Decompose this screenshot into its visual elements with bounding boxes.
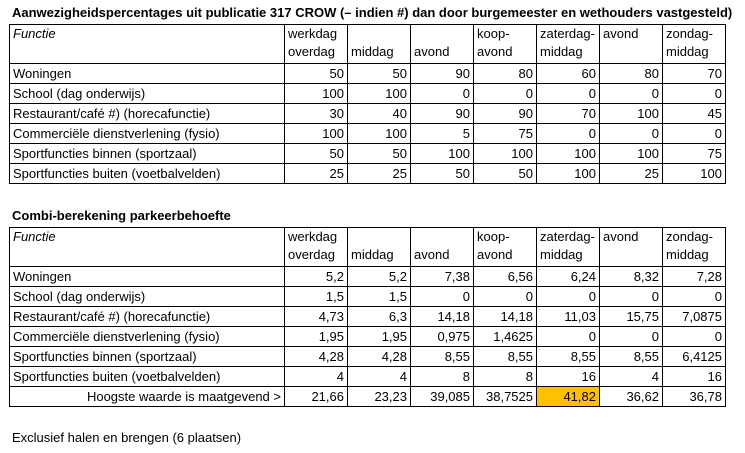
table-cell: 6,3 — [348, 307, 411, 327]
parking-demand-table — [9, 227, 726, 407]
table-cell: 1,95 — [348, 327, 411, 347]
table-cell: 8,55 — [411, 347, 474, 367]
table-cell: 0 — [600, 84, 663, 104]
summary-cell: 36,62 — [600, 387, 663, 407]
table-cell: 100 — [537, 144, 600, 164]
table-cell: 80 — [600, 64, 663, 84]
table-header-row — [10, 228, 726, 267]
table-cell: 0 — [474, 287, 537, 307]
table-cell: 7,0875 — [663, 307, 726, 327]
attendance-percentage-table — [9, 24, 726, 184]
table-cell: 4,73 — [285, 307, 348, 327]
table-cell: 50 — [348, 64, 411, 84]
table-cell: 6,56 — [474, 267, 537, 287]
header-cell: werkdag overdag — [285, 25, 348, 64]
summary-cell: 39,085 — [411, 387, 474, 407]
table-cell: 90 — [411, 104, 474, 124]
table-cell: 60 — [537, 64, 600, 84]
table-row — [10, 287, 726, 307]
table-cell: 100 — [663, 164, 726, 184]
table-row — [10, 84, 726, 104]
table-row — [10, 124, 726, 144]
table-cell: 5 — [411, 124, 474, 144]
table-cell: 70 — [663, 64, 726, 84]
table-cell: 8,32 — [600, 267, 663, 287]
table-row — [10, 327, 726, 347]
table-cell: 4 — [348, 367, 411, 387]
table-cell: 0 — [537, 84, 600, 104]
row-label: Sportfuncties buiten (voetbalvelden) — [10, 164, 285, 184]
table-cell: 100 — [537, 164, 600, 184]
table-cell: 0 — [474, 84, 537, 104]
table-cell: 4 — [600, 367, 663, 387]
table-cell: 45 — [663, 104, 726, 124]
table-cell: 8 — [411, 367, 474, 387]
header-cell: avond — [600, 25, 663, 64]
table-row — [10, 64, 726, 84]
table-row — [10, 267, 726, 287]
table-cell: 50 — [348, 144, 411, 164]
row-label: Sportfuncties binnen (sportzaal) — [10, 144, 285, 164]
header-cell: avond — [600, 228, 663, 267]
table-cell: 50 — [285, 144, 348, 164]
table-header-row — [10, 25, 726, 64]
table-cell: 14,18 — [411, 307, 474, 327]
footnote: Exclusief halen en brengen (6 plaatsen) — [12, 430, 242, 445]
table-row — [10, 144, 726, 164]
table-cell: 4,28 — [348, 347, 411, 367]
table-cell: 7,28 — [663, 267, 726, 287]
table-cell: 100 — [600, 144, 663, 164]
table-cell: 16 — [663, 367, 726, 387]
table-cell: 80 — [474, 64, 537, 84]
table-cell: 8,55 — [537, 347, 600, 367]
header-functie: Functie — [10, 228, 285, 267]
table-cell: 8 — [474, 367, 537, 387]
table-row — [10, 347, 726, 367]
table-cell: 25 — [348, 164, 411, 184]
table-cell: 0 — [663, 84, 726, 104]
summary-cell: 36,78 — [663, 387, 726, 407]
table-cell: 0 — [537, 124, 600, 144]
table-cell: 8,55 — [474, 347, 537, 367]
header-functie: Functie — [10, 25, 285, 64]
table-cell: 75 — [474, 124, 537, 144]
summary-row — [10, 387, 726, 407]
table-cell: 1,5 — [348, 287, 411, 307]
table-row — [10, 164, 726, 184]
table-cell: 0 — [411, 84, 474, 104]
table-cell: 50 — [411, 164, 474, 184]
table-cell: 100 — [348, 124, 411, 144]
summary-cell: 21,66 — [285, 387, 348, 407]
table-cell: 6,24 — [537, 267, 600, 287]
table-cell: 6,4125 — [663, 347, 726, 367]
table-cell: 100 — [348, 84, 411, 104]
table-cell: 0 — [663, 287, 726, 307]
table-cell: 0 — [663, 327, 726, 347]
table-cell: 0 — [600, 327, 663, 347]
row-label: School (dag onderwijs) — [10, 84, 285, 104]
table-cell: 4,28 — [285, 347, 348, 367]
header-cell: zaterdag- middag — [537, 25, 600, 64]
header-cell: zondag- middag — [663, 228, 726, 267]
row-label: School (dag onderwijs) — [10, 287, 285, 307]
header-cell: werkdag overdag — [285, 228, 348, 267]
header-cell: zaterdag- middag — [537, 228, 600, 267]
table-cell: 50 — [285, 64, 348, 84]
header-cell: middag — [348, 25, 411, 64]
table-cell: 100 — [474, 144, 537, 164]
table-cell: 100 — [285, 124, 348, 144]
table-row — [10, 367, 726, 387]
table-cell: 0 — [600, 287, 663, 307]
table-cell: 70 — [537, 104, 600, 124]
table1-title: Aanwezigheidspercentages uit publicatie 317 CROW (– indien #) dan door burgemeester en wethouders vastgesteld) — [12, 5, 733, 20]
row-label: Sportfuncties binnen (sportzaal) — [10, 347, 285, 367]
table-row — [10, 104, 726, 124]
table2-title: Combi-berekening parkeerbehoefte — [12, 208, 231, 223]
table-cell: 7,38 — [411, 267, 474, 287]
table-cell: 8,55 — [600, 347, 663, 367]
table-cell: 1,95 — [285, 327, 348, 347]
header-cell: avond — [411, 228, 474, 267]
table-cell: 40 — [348, 104, 411, 124]
table-cell: 0 — [537, 327, 600, 347]
table-cell: 15,75 — [600, 307, 663, 327]
table-cell: 5,2 — [285, 267, 348, 287]
header-cell: avond — [411, 25, 474, 64]
table-cell: 16 — [537, 367, 600, 387]
table-cell: 4 — [285, 367, 348, 387]
table-cell: 0 — [537, 287, 600, 307]
table-cell: 14,18 — [474, 307, 537, 327]
table-cell: 1,4625 — [474, 327, 537, 347]
table-cell: 30 — [285, 104, 348, 124]
summary-cell-highlighted: 41,82 — [537, 387, 600, 407]
table-cell: 0 — [663, 124, 726, 144]
table-cell: 0,975 — [411, 327, 474, 347]
header-cell: koop- avond — [474, 228, 537, 267]
table-cell: 0 — [600, 124, 663, 144]
table-cell: 5,2 — [348, 267, 411, 287]
row-label: Restaurant/café #) (horecafunctie) — [10, 104, 285, 124]
table-cell: 100 — [285, 84, 348, 104]
header-cell: zondag- middag — [663, 25, 726, 64]
table-cell: 100 — [411, 144, 474, 164]
row-label: Sportfuncties buiten (voetbalvelden) — [10, 367, 285, 387]
table-cell: 25 — [600, 164, 663, 184]
table-cell: 0 — [411, 287, 474, 307]
table-cell: 90 — [474, 104, 537, 124]
table-cell: 1,5 — [285, 287, 348, 307]
row-label: Commerciële dienstverlening (fysio) — [10, 327, 285, 347]
header-cell: koop- avond — [474, 25, 537, 64]
summary-label: Hoogste waarde is maatgevend > — [10, 387, 285, 407]
table-row — [10, 307, 726, 327]
table-cell: 90 — [411, 64, 474, 84]
table-cell: 11,03 — [537, 307, 600, 327]
header-cell: middag — [348, 228, 411, 267]
row-label: Restaurant/café #) (horecafunctie) — [10, 307, 285, 327]
table-cell: 25 — [285, 164, 348, 184]
row-label: Woningen — [10, 64, 285, 84]
summary-cell: 38,7525 — [474, 387, 537, 407]
row-label: Commerciële dienstverlening (fysio) — [10, 124, 285, 144]
summary-cell: 23,23 — [348, 387, 411, 407]
row-label: Woningen — [10, 267, 285, 287]
table-cell: 50 — [474, 164, 537, 184]
table-cell: 100 — [600, 104, 663, 124]
table-cell: 75 — [663, 144, 726, 164]
